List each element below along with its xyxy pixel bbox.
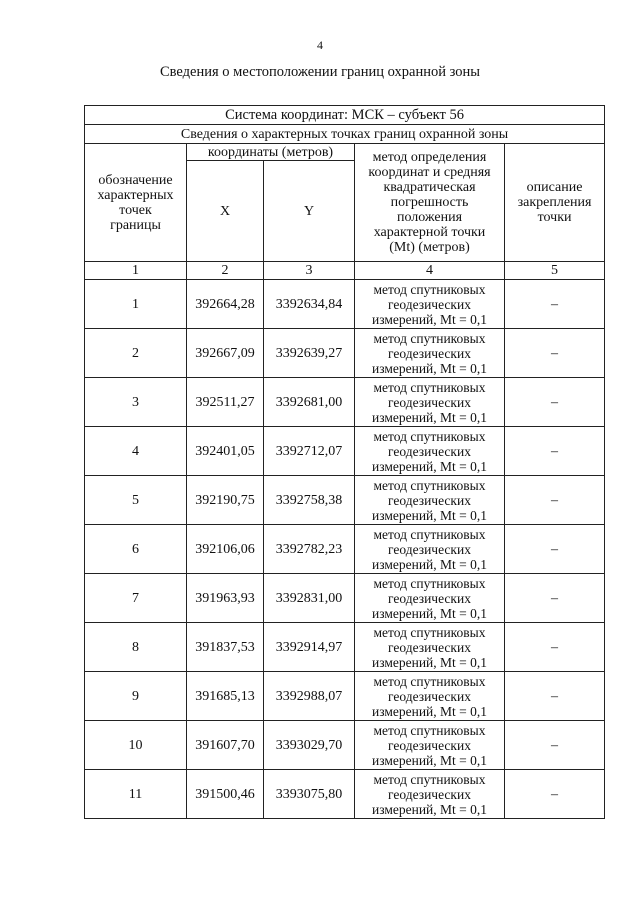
- point-number-cell: 8: [85, 623, 187, 672]
- point-number-cell: 3: [85, 378, 187, 427]
- method-line: метод спутниковых: [373, 477, 486, 493]
- y-coordinate-cell: 3392634,84: [264, 280, 355, 329]
- table-row: [85, 525, 605, 574]
- y-coordinate-cell: 3392988,07: [264, 672, 355, 721]
- method-line: метод спутниковых: [373, 575, 486, 591]
- method-line: геодезических: [388, 394, 471, 410]
- point-number-cell: 7: [85, 574, 187, 623]
- table-row: [85, 574, 605, 623]
- x-coordinate-cell: 392401,05: [187, 427, 264, 476]
- header-coordinates: координаты (метров): [187, 144, 355, 161]
- description-cell: –: [505, 623, 605, 672]
- description-cell: –: [505, 721, 605, 770]
- point-number-cell: 1: [85, 280, 187, 329]
- y-coordinate-cell: 3392758,38: [264, 476, 355, 525]
- table-row: [85, 672, 605, 721]
- method-cell: [355, 623, 505, 672]
- x-coordinate-cell: 391685,13: [187, 672, 264, 721]
- description-cell: –: [505, 280, 605, 329]
- header-point-designation: обозначение характерных точек границы: [85, 144, 187, 262]
- method-line: геодезических: [388, 688, 471, 704]
- method-line: геодезических: [388, 590, 471, 606]
- y-coordinate-cell: 3392712,07: [264, 427, 355, 476]
- boundary-points-table: [84, 105, 605, 819]
- method-cell: [355, 525, 505, 574]
- point-number-cell: 6: [85, 525, 187, 574]
- header-description: описание закрепления точки: [505, 144, 605, 262]
- table-row: [85, 623, 605, 672]
- method-line: измерений, Mt = 0,1: [371, 360, 488, 376]
- column-number: 3: [264, 262, 355, 280]
- y-coordinate-cell: 3392914,97: [264, 623, 355, 672]
- method-line: измерений, Mt = 0,1: [371, 556, 488, 572]
- method-line: метод спутниковых: [373, 624, 486, 640]
- column-number: 2: [187, 262, 264, 280]
- method-line: геодезических: [388, 541, 471, 557]
- method-line: метод спутниковых: [373, 330, 486, 346]
- method-line: метод спутниковых: [373, 722, 486, 738]
- description-cell: –: [505, 476, 605, 525]
- method-line: геодезических: [388, 296, 471, 312]
- y-coordinate-cell: 3393075,80: [264, 770, 355, 819]
- description-cell: –: [505, 329, 605, 378]
- point-number-cell: 4: [85, 427, 187, 476]
- method-line: метод спутниковых: [373, 379, 486, 395]
- method-cell: [355, 770, 505, 819]
- method-line: измерений, Mt = 0,1: [371, 605, 488, 621]
- description-cell: –: [505, 525, 605, 574]
- y-coordinate-cell: 3392782,23: [264, 525, 355, 574]
- method-cell: [355, 427, 505, 476]
- table-caption-row: Сведения о характерных точках границ охранной зоны: [85, 125, 605, 144]
- description-cell: –: [505, 427, 605, 476]
- table-row: [85, 329, 605, 378]
- method-cell: [355, 721, 505, 770]
- x-coordinate-cell: 391500,46: [187, 770, 264, 819]
- description-cell: –: [505, 574, 605, 623]
- method-cell: [355, 280, 505, 329]
- table-row: [85, 721, 605, 770]
- method-cell: [355, 672, 505, 721]
- header-method: метод определения координат и средняя квадратическая погрешность положения характерной точки (Mt) (метров): [355, 144, 505, 262]
- description-cell: –: [505, 378, 605, 427]
- table-row: [85, 476, 605, 525]
- method-line: измерений, Mt = 0,1: [371, 801, 488, 817]
- table-row: [85, 280, 605, 329]
- method-line: геодезических: [388, 492, 471, 508]
- page-number: 4: [317, 38, 323, 52]
- method-line: метод спутниковых: [373, 673, 486, 689]
- header-y: Y: [264, 161, 355, 262]
- method-line: измерений, Mt = 0,1: [371, 458, 488, 474]
- column-number: 4: [355, 262, 505, 280]
- x-coordinate-cell: 391837,53: [187, 623, 264, 672]
- method-line: измерений, Mt = 0,1: [371, 311, 488, 327]
- method-line: метод спутниковых: [373, 281, 486, 297]
- method-line: измерений, Mt = 0,1: [371, 654, 488, 670]
- method-line: геодезических: [388, 737, 471, 753]
- point-number-cell: 11: [85, 770, 187, 819]
- x-coordinate-cell: 392190,75: [187, 476, 264, 525]
- y-coordinate-cell: 3392681,00: [264, 378, 355, 427]
- y-coordinate-cell: 3392831,00: [264, 574, 355, 623]
- method-cell: [355, 476, 505, 525]
- y-coordinate-cell: 3393029,70: [264, 721, 355, 770]
- x-coordinate-cell: 392106,06: [187, 525, 264, 574]
- method-cell: [355, 574, 505, 623]
- method-line: геодезических: [388, 639, 471, 655]
- method-line: метод спутниковых: [373, 428, 486, 444]
- method-line: метод спутниковых: [373, 771, 486, 787]
- table-row: [85, 770, 605, 819]
- point-number-cell: 10: [85, 721, 187, 770]
- y-coordinate-cell: 3392639,27: [264, 329, 355, 378]
- header-x: X: [187, 161, 264, 262]
- x-coordinate-cell: 392667,09: [187, 329, 264, 378]
- method-line: метод спутниковых: [373, 526, 486, 542]
- method-line: измерений, Mt = 0,1: [371, 507, 488, 523]
- table-row: [85, 378, 605, 427]
- point-number-cell: 5: [85, 476, 187, 525]
- x-coordinate-cell: 392664,28: [187, 280, 264, 329]
- method-line: геодезических: [388, 345, 471, 361]
- method-line: измерений, Mt = 0,1: [371, 752, 488, 768]
- table-row: [85, 427, 605, 476]
- column-number: 1: [85, 262, 187, 280]
- x-coordinate-cell: 391963,93: [187, 574, 264, 623]
- method-line: геодезических: [388, 786, 471, 802]
- description-cell: –: [505, 672, 605, 721]
- point-number-cell: 9: [85, 672, 187, 721]
- x-coordinate-cell: 392511,27: [187, 378, 264, 427]
- method-line: измерений, Mt = 0,1: [371, 409, 488, 425]
- coordinate-system-row: Система координат: МСК – субъект 56: [85, 106, 605, 125]
- document-title: Сведения о местоположении границ охранной зоны: [159, 64, 480, 80]
- x-coordinate-cell: 391607,70: [187, 721, 264, 770]
- method-line: геодезических: [388, 443, 471, 459]
- method-cell: [355, 378, 505, 427]
- method-cell: [355, 329, 505, 378]
- column-number: 5: [505, 262, 605, 280]
- method-line: измерений, Mt = 0,1: [371, 703, 488, 719]
- point-number-cell: 2: [85, 329, 187, 378]
- description-cell: –: [505, 770, 605, 819]
